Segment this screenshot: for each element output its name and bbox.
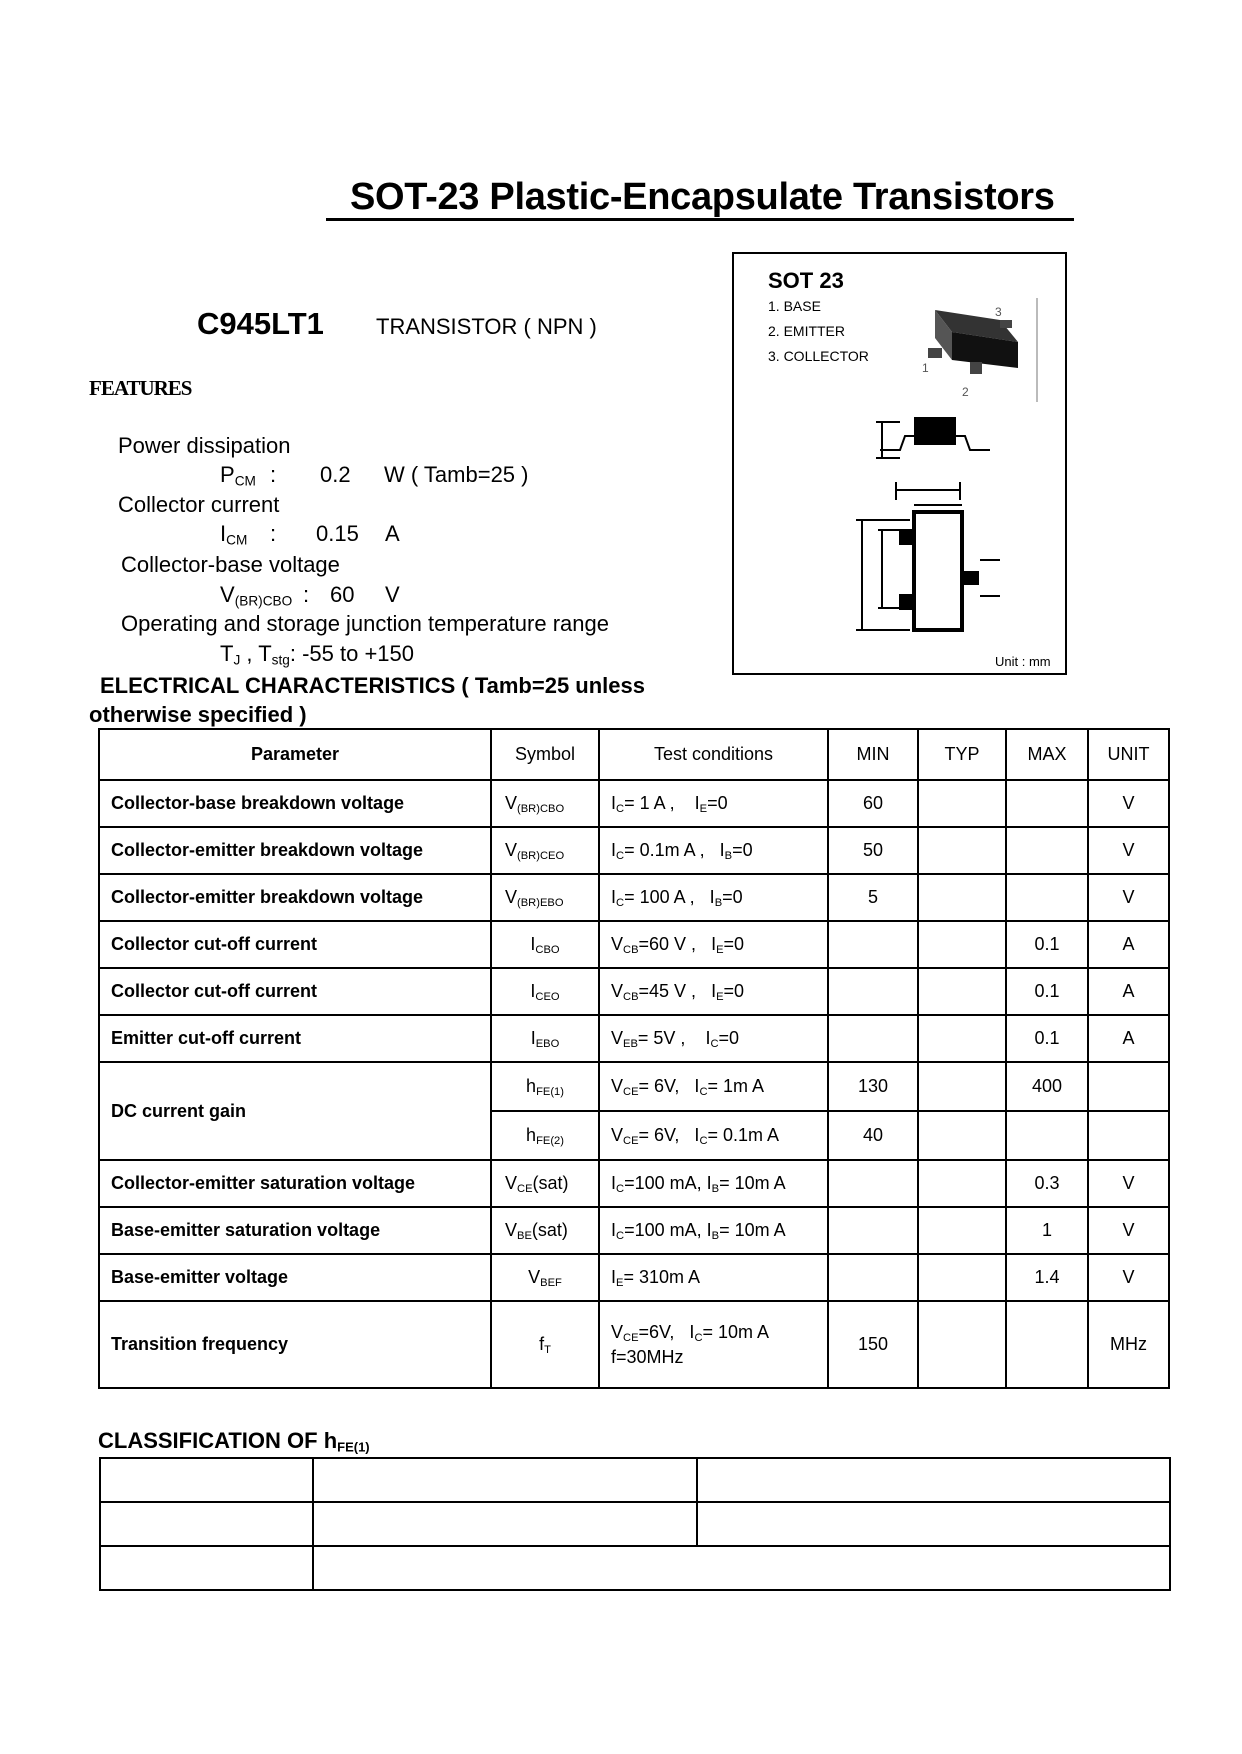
min-cell: 50 [828, 827, 918, 874]
unit-cell: A [1088, 1015, 1169, 1062]
symbol-cell: $V_{(BR)CBO}$ [491, 780, 599, 827]
conditions-cell: $I_C= 0.1m$ A , $I_B=0$ [599, 827, 828, 874]
table-row [99, 968, 1169, 1015]
table-row [99, 780, 1169, 827]
typ-cell [918, 1207, 1006, 1254]
table-cell [697, 1458, 1170, 1502]
icm-colon: : [270, 521, 277, 546]
temperature-range-label: Operating and storage junction temperature range [121, 611, 609, 636]
typ-cell [918, 1062, 1006, 1111]
conditions-cell: $V_{CB}=45$ V , $I_E=0$ [599, 968, 828, 1015]
min-cell [828, 1015, 918, 1062]
max-cell [1006, 1111, 1088, 1160]
max-cell: 0.1 [1006, 1015, 1088, 1062]
min-cell: 60 [828, 780, 918, 827]
param-cell: DC current gain [99, 1062, 491, 1160]
max-cell [1006, 874, 1088, 921]
max-cell: 1.4 [1006, 1254, 1088, 1301]
collector-base-voltage-label: Collector-base voltage [121, 552, 340, 577]
table-cell [100, 1546, 313, 1590]
icm-symbol: $I_{CM}$ [220, 521, 248, 548]
min-cell: 130 [828, 1062, 918, 1111]
page-title: SOT-23 Plastic-Encapsulate Transistors [350, 176, 1055, 218]
header-min: MIN [828, 729, 918, 780]
features-heading: FEATURES [89, 376, 192, 400]
min-cell [828, 1160, 918, 1207]
pin-2-label: 2. EMITTER [768, 323, 846, 339]
header-max: MAX [1006, 729, 1088, 780]
pin-number-2: 2 [962, 385, 969, 399]
conditions-cell: $I_C=100$ mA, $I_B= 10m$ A [599, 1160, 828, 1207]
typ-cell [918, 827, 1006, 874]
electrical-heading-line2: otherwise specified ) [89, 702, 307, 727]
unit-cell [1088, 1062, 1169, 1111]
symbol-cell: $V_{BE}(sat)$ [491, 1207, 599, 1254]
conditions-cell: $V_{CE}= 6V$, $I_C= 0.1m$ A [599, 1111, 828, 1160]
unit-cell: A [1088, 921, 1169, 968]
unit-cell: V [1088, 1254, 1169, 1301]
param-cell: Base-emitter voltage [99, 1254, 491, 1301]
unit-cell: V [1088, 1207, 1169, 1254]
symbol-cell: $V_{(BR)CEO}$ [491, 827, 599, 874]
pin-1-label: 1. BASE [768, 298, 821, 314]
typ-cell [918, 1111, 1006, 1160]
symbol-cell: $h_{FE(2)}$ [491, 1111, 599, 1160]
package-drawing [800, 290, 1060, 650]
conditions-cell: $I_C= 1$ A , $I_E=0$ [599, 780, 828, 827]
typ-cell [918, 1301, 1006, 1388]
header-parameter: Parameter [99, 729, 491, 780]
conditions-cell: $V_{CE}=6V$, $I_C= 10m$ A f=30MHz [599, 1301, 828, 1388]
table-row [99, 1062, 1169, 1111]
classification-heading: CLASSIFICATION OF $h_{FE(1)}$ [98, 1428, 370, 1455]
pcm-unit: W ( Tamb=25 ) [384, 462, 529, 487]
table-row [99, 1207, 1169, 1254]
electrical-heading-line1: ELECTRICAL CHARACTERISTICS ( Tamb=25 unless [100, 673, 645, 698]
pcm-symbol: $P_{CM}$ [220, 462, 256, 489]
package-top-view [856, 482, 1000, 630]
conditions-cell: $V_{CB}=60$ V , $I_E=0$ [599, 921, 828, 968]
pcm-value: 0.2 [320, 462, 351, 487]
min-cell: 5 [828, 874, 918, 921]
unit-cell: V [1088, 874, 1169, 921]
min-cell [828, 1254, 918, 1301]
header-typ: TYP [918, 729, 1006, 780]
table-cell [313, 1546, 1170, 1590]
param-cell: Emitter cut-off current [99, 1015, 491, 1062]
header-unit: UNIT [1088, 729, 1169, 780]
symbol-cell: $h_{FE(1)}$ [491, 1062, 599, 1111]
max-cell: 400 [1006, 1062, 1088, 1111]
param-cell: Base-emitter saturation voltage [99, 1207, 491, 1254]
symbol-cell: $I_{CEO}$ [491, 968, 599, 1015]
table-row [99, 1015, 1169, 1062]
header-conditions: Test conditions [599, 729, 828, 780]
power-dissipation-label: Power dissipation [118, 433, 291, 458]
min-cell: 40 [828, 1111, 918, 1160]
conditions-cell: $I_C=100$ mA, $I_B= 10m$ A [599, 1207, 828, 1254]
max-cell: 1 [1006, 1207, 1088, 1254]
part-number: C945LT1 [197, 306, 324, 341]
vcbo-unit: V [385, 582, 400, 607]
table-cell [100, 1458, 313, 1502]
min-cell [828, 921, 918, 968]
unit-cell: MHz [1088, 1301, 1169, 1388]
symbol-cell: $V_{CE}(sat)$ [491, 1160, 599, 1207]
max-cell [1006, 1301, 1088, 1388]
pcm-colon: : [270, 462, 277, 487]
conditions-cell: $V_{EB}= 5V$ , $I_C=0$ [599, 1015, 828, 1062]
typ-cell [918, 921, 1006, 968]
pin-number-1: 1 [922, 361, 929, 375]
symbol-cell: $f_T$ [491, 1301, 599, 1388]
table-row [100, 1546, 1170, 1590]
conditions-cell: $I_C= 100$ A , $I_B=0$ [599, 874, 828, 921]
param-cell: Collector-emitter breakdown voltage [99, 827, 491, 874]
typ-cell [918, 968, 1006, 1015]
param-cell: Collector-base breakdown voltage [99, 780, 491, 827]
table-row [100, 1502, 1170, 1546]
symbol-cell: $V_{(BR)EBO}$ [491, 874, 599, 921]
table-row [99, 1301, 1169, 1388]
table-cell [313, 1458, 697, 1502]
table-row [99, 874, 1169, 921]
conditions-cell: $I_E= 310m$ A [599, 1254, 828, 1301]
table-cell [100, 1502, 313, 1546]
min-cell [828, 968, 918, 1015]
unit-cell [1088, 1111, 1169, 1160]
param-cell: Collector-emitter breakdown voltage [99, 874, 491, 921]
package-name: SOT 23 [768, 268, 844, 293]
symbol-cell: $I_{EBO}$ [491, 1015, 599, 1062]
unit-cell: V [1088, 1160, 1169, 1207]
table-cell [313, 1502, 697, 1546]
vcbo-symbol: $V_{(BR)CBO}$ [220, 582, 293, 609]
max-cell: 0.3 [1006, 1160, 1088, 1207]
table-header-row [99, 729, 1169, 780]
header-symbol: Symbol [491, 729, 599, 780]
table-row [99, 921, 1169, 968]
max-cell: 0.1 [1006, 968, 1088, 1015]
icm-value: 0.15 [316, 521, 359, 546]
table-cell [697, 1502, 1170, 1546]
unit-cell: V [1088, 780, 1169, 827]
table-row [99, 1254, 1169, 1301]
typ-cell [918, 1160, 1006, 1207]
classification-table [99, 1457, 1171, 1591]
pin-3-label: 3. COLLECTOR [768, 348, 869, 364]
param-cell: Collector cut-off current [99, 968, 491, 1015]
table-row [99, 827, 1169, 874]
icm-unit: A [385, 521, 400, 546]
part-type: TRANSISTOR ( NPN ) [376, 314, 597, 339]
unit-cell: A [1088, 968, 1169, 1015]
vcbo-value: 60 [330, 582, 355, 607]
conditions-cell: $V_{CE}= 6V$, $I_C= 1m$ A [599, 1062, 828, 1111]
param-cell: Collector cut-off current [99, 921, 491, 968]
typ-cell [918, 1254, 1006, 1301]
param-cell: Collector-emitter saturation voltage [99, 1160, 491, 1207]
param-cell: Transition frequency [99, 1301, 491, 1388]
max-cell: 0.1 [1006, 921, 1088, 968]
max-cell [1006, 827, 1088, 874]
title-underline [326, 218, 1074, 221]
max-cell [1006, 780, 1088, 827]
symbol-cell: $V_{BEF}$ [491, 1254, 599, 1301]
typ-cell [918, 874, 1006, 921]
vcbo-colon: : [303, 582, 310, 607]
unit-cell: V [1088, 827, 1169, 874]
typ-cell [918, 1015, 1006, 1062]
typ-cell [918, 780, 1006, 827]
symbol-cell: $I_{CBO}$ [491, 921, 599, 968]
unit-note: Unit : mm [995, 654, 1051, 669]
electrical-characteristics-table [98, 728, 1170, 1389]
package-3d-view [928, 298, 1037, 402]
collector-current-label: Collector current [118, 492, 280, 517]
min-cell [828, 1207, 918, 1254]
temperature-range-value: $T_J$ , $T_{stg}$: -55 to +150 [220, 641, 414, 668]
pin-number-3: 3 [995, 305, 1002, 319]
package-side-view [876, 418, 990, 458]
table-row [99, 1160, 1169, 1207]
table-row [100, 1458, 1170, 1502]
min-cell: 150 [828, 1301, 918, 1388]
